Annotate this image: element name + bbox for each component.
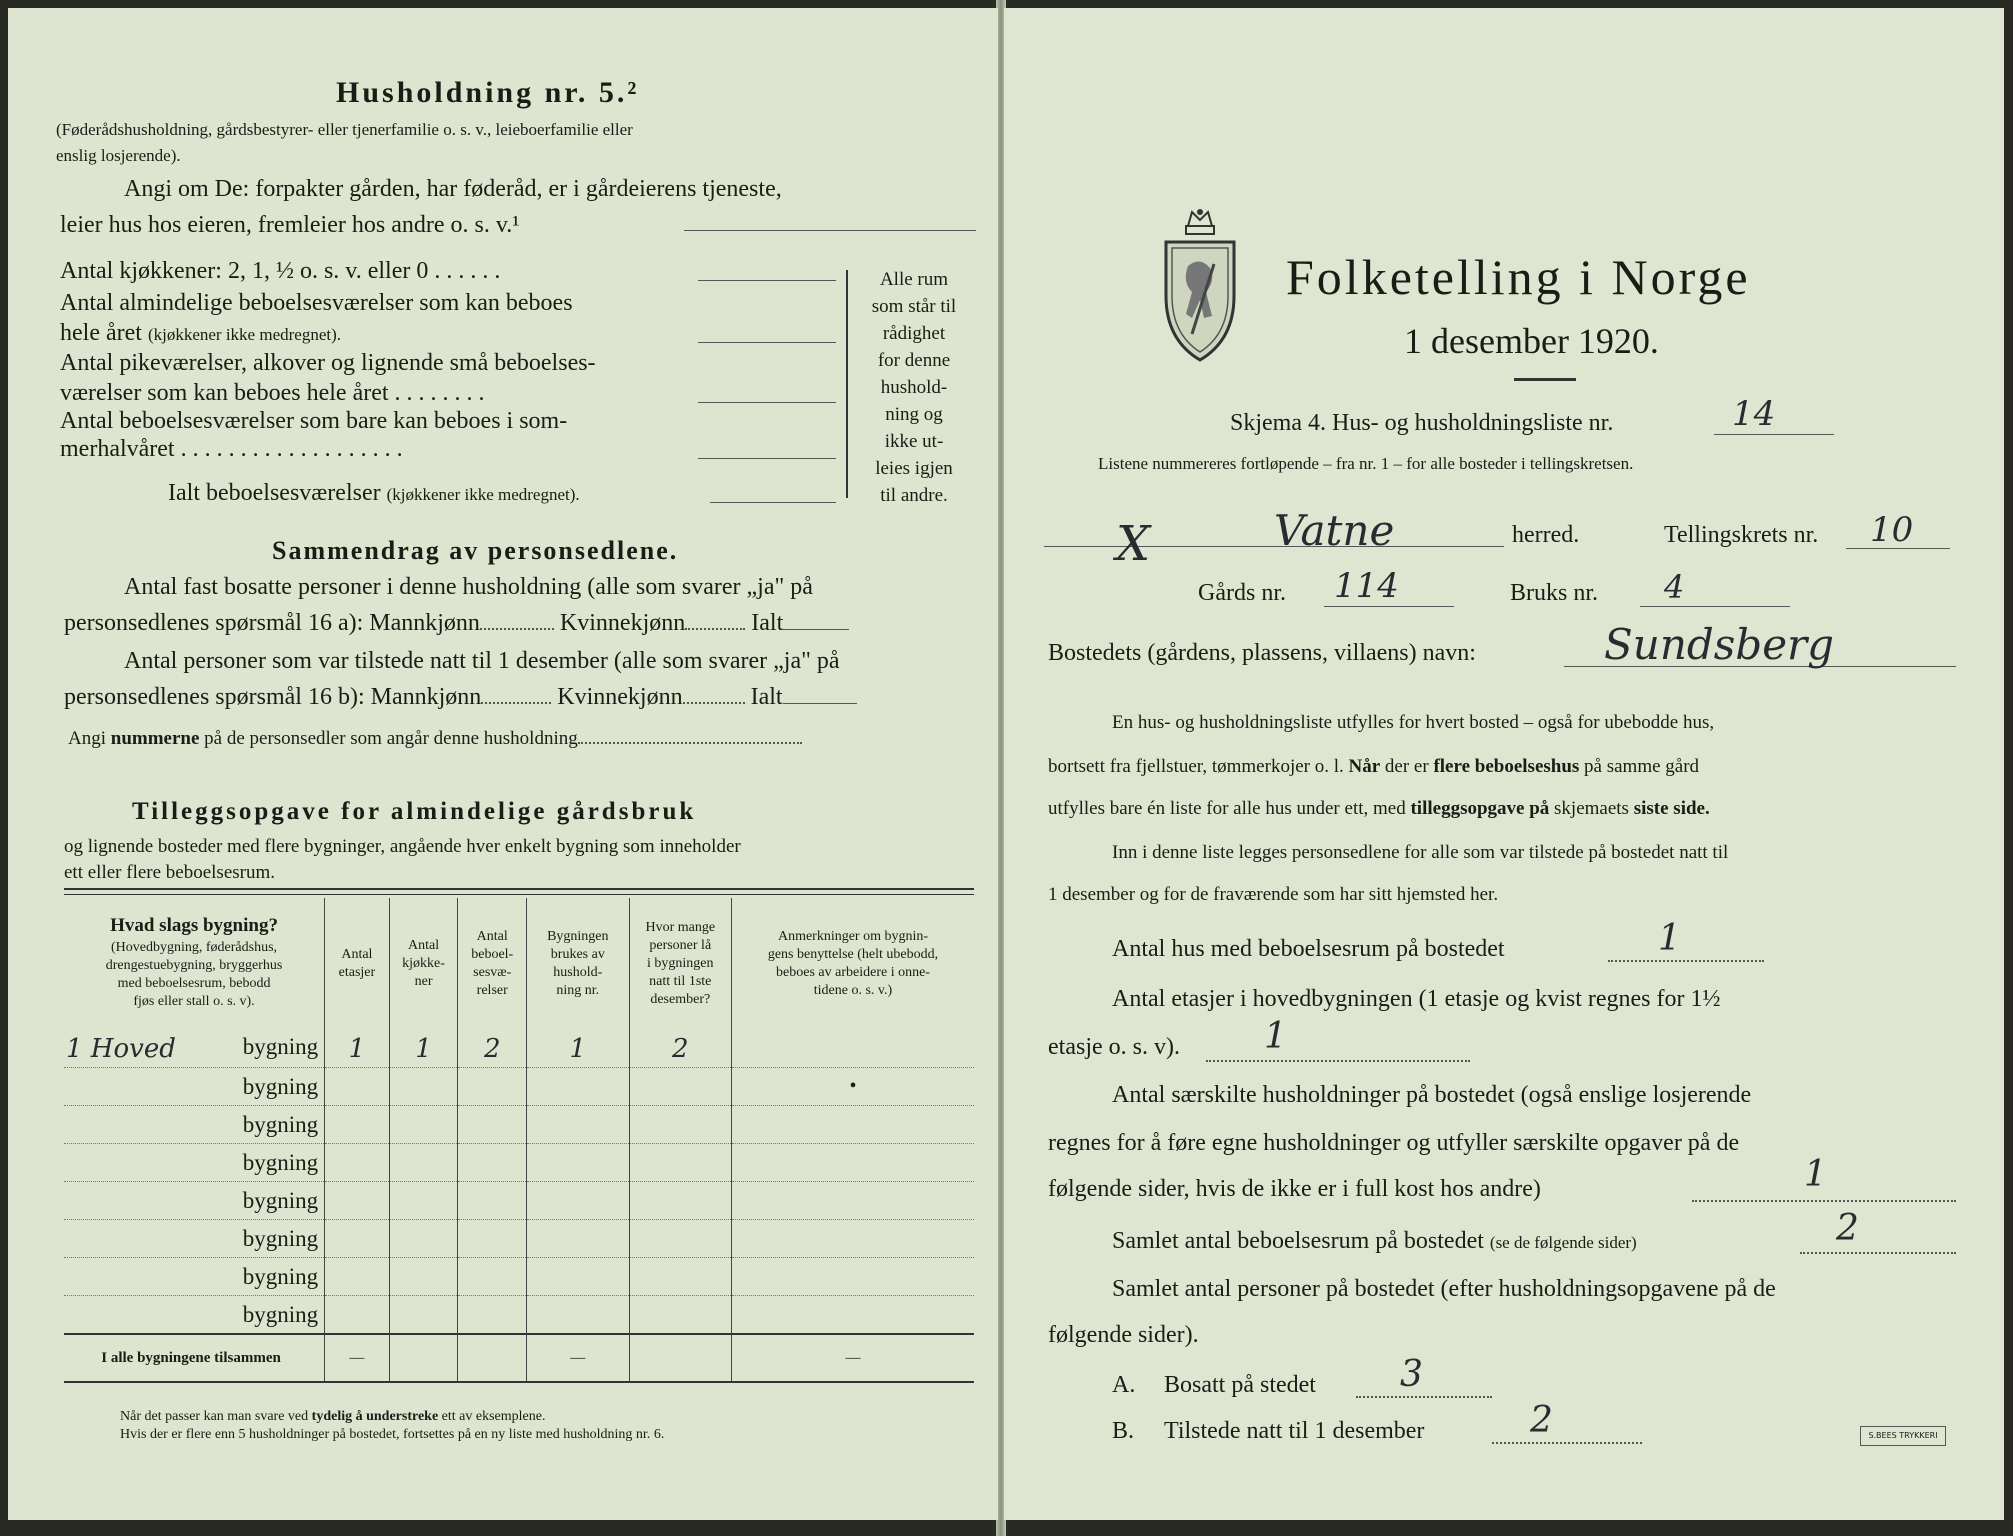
sarsk-label-1: Antal særskilte husholdninger på bostedet (også enslige losjerende (1112, 1082, 1752, 1108)
a-value: 3 (1400, 1354, 1423, 1395)
herred-mark: X (1116, 516, 1151, 572)
side-note-line: til andre. (880, 485, 948, 506)
fast-line-2 (64, 610, 849, 637)
gards-label: Gårds nr. (1198, 580, 1286, 606)
row-label: bygning (64, 1182, 325, 1220)
nummer-b: nummerne (110, 728, 200, 749)
table-total-row (64, 1334, 974, 1382)
row-personer-value: 2 (629, 1030, 731, 1068)
cell (458, 1258, 527, 1296)
ink-dot: • (849, 1075, 857, 1097)
fast-kvinne-field (685, 628, 745, 630)
footnote-1a: Når det passer kan man svare ved (120, 1409, 309, 1424)
cell (629, 1068, 731, 1106)
total-cell (458, 1334, 527, 1382)
col-header-kjokkener (389, 898, 458, 1030)
kjokkener-answer-line (698, 280, 836, 281)
bosted-label: Bostedets (gårdens, plassens, villaens) navn: (1048, 640, 1476, 666)
fast-ialt-label: Ialt (751, 610, 784, 636)
hus-label: Antal hus med beboelsesrum på bostedet (1112, 936, 1505, 962)
cell (629, 1258, 731, 1296)
col-header-line: gens benyttelse (helt ubebodd, (767, 947, 939, 962)
row-label: bygning (64, 1220, 325, 1258)
col-header-type-line: med beboelsesrum, bebodd (117, 976, 271, 991)
sommer-label-1: Antal beboelsesværelser som bare kan beboes i som- (60, 408, 568, 434)
cell (325, 1258, 390, 1296)
col-header-line: relser (476, 983, 508, 998)
samlet-pers-label-2: følgende sider). (1048, 1322, 1199, 1348)
listene-note: Listene nummereres fortløpende – fra nr. 1 – for alle bosteder i tellingskretsen. (1098, 454, 1634, 473)
title-rule (1514, 378, 1576, 381)
col-header-type-title: Hvad slags bygning? (110, 915, 278, 936)
samlet-pers-label-1: Samlet antal personer på bostedet (efter husholdningsopgavene på de (1112, 1276, 1776, 1302)
samlet-rum-value: 2 (1836, 1208, 1859, 1249)
cell (458, 1182, 527, 1220)
col-header-line: personer lå (649, 938, 712, 953)
footnote-2: Hvis der er flere enn 5 husholdninger på bostedet, fortsettes på en ny liste med husholdning nr. 6. (120, 1427, 665, 1442)
para1-line-1: En hus- og husholdningsliste utfylles for hvert bosted – også for ubebodde hus, (1112, 712, 1715, 733)
footnote-1 (120, 1408, 545, 1426)
cell (458, 1296, 527, 1335)
census-title: Folketelling i Norge (1286, 249, 1751, 305)
total-cell (629, 1334, 731, 1382)
row-label: bygning (64, 1106, 325, 1144)
cell (458, 1220, 527, 1258)
col-header-type (64, 898, 325, 1030)
col-header-line: Antal (341, 947, 373, 962)
footnote-1b: tydelig å understreke (311, 1409, 439, 1424)
col-header-line: Bygningen (547, 929, 609, 944)
cell (732, 1296, 975, 1335)
col-header-line: desember? (650, 992, 711, 1007)
table-row (64, 1182, 974, 1220)
cell (732, 1182, 975, 1220)
b-field (1492, 1442, 1642, 1444)
skjema-label: Skjema 4. Hus- og husholdningsliste nr. (1230, 410, 1614, 436)
herred-handwritten: Vatne (1274, 506, 1395, 555)
nummer-a: Angi (68, 728, 106, 749)
para2-line-1: Inn i denne liste legges personsedlene for alle som var tilstede på bostedet natt til (1112, 842, 1729, 863)
row-label: bygning (242, 1033, 319, 1059)
table-top-rule-2 (64, 894, 974, 895)
cell (527, 1106, 629, 1144)
cell (629, 1182, 731, 1220)
cell (325, 1296, 390, 1335)
para1-2e: på samme gård (1584, 756, 1700, 777)
para1-2d: flere beboelseshus (1433, 756, 1580, 777)
angi-answer-line (684, 230, 976, 231)
tellingskrets-label: Tellingskrets nr. (1664, 522, 1819, 548)
bosted-handwritten: Sundsberg (1604, 620, 1835, 669)
hus-value: 1 (1658, 918, 1681, 959)
household-title: Husholdning nr. 5.² (336, 76, 640, 109)
census-date: 1 desember 1920. (1404, 321, 1659, 361)
table-row (64, 1220, 974, 1258)
row-label: bygning (64, 1144, 325, 1182)
col-header-line: beboes av arbeidere i onne- (776, 965, 930, 980)
gards-line (1324, 606, 1454, 607)
tillegg-line-1: og lignende bosteder med flere bygninger, angående hver enkelt bygning som inneholder (64, 836, 741, 857)
para1-2c: der er (1384, 756, 1429, 777)
etasjer-field (1206, 1060, 1470, 1062)
total-husholdning-dash: — (527, 1334, 629, 1382)
side-note-line: ikke ut- (884, 431, 944, 452)
cell (629, 1296, 731, 1335)
col-header-line: etasjer (338, 965, 376, 980)
col-header-line: kjøkke- (402, 956, 445, 971)
skjema-number: 14 (1732, 394, 1776, 434)
left-page (8, 8, 998, 1520)
col-header-personer (629, 898, 731, 1030)
para1-3a: utfylles bare én liste for alle hus under ett, med (1048, 798, 1406, 819)
col-header-type-line: (Hovedbygning, føderådshus, (111, 940, 278, 955)
para1-2a: bortsett fra fjellstuer, tømmerkojer o. l. (1048, 756, 1344, 777)
col-header-type-line: drengestuebygning, bryggerhus (105, 958, 283, 973)
cell (527, 1220, 629, 1258)
col-header-line: brukes av (550, 947, 605, 962)
cell (389, 1258, 458, 1296)
para1-3d: siste side. (1633, 798, 1710, 819)
cell (325, 1106, 390, 1144)
table-row (64, 1030, 974, 1068)
col-header-type-line: fjøs eller stall o. s. v). (133, 994, 255, 1009)
sarsk-field (1692, 1200, 1956, 1202)
alm-label-2-small: (kjøkkener ikke medregnet). (147, 325, 341, 344)
side-note-brace (846, 270, 848, 498)
col-header-line: sesvæ- (473, 965, 512, 980)
col-header-line: Antal (408, 938, 440, 953)
tillegg-line-2: ett eller flere beboelsesrum. (64, 862, 276, 883)
samlet-rum-label: Samlet antal beboelsesrum på bostedet (1112, 1228, 1484, 1254)
fast-kvinne-label: Kvinnekjønn (559, 610, 686, 636)
samlet-rum-small: (se de følgende sider) (1489, 1233, 1637, 1252)
fast-ialt-field (783, 629, 849, 630)
para1-line-2 (1048, 756, 1699, 778)
cell (732, 1258, 975, 1296)
row-vaerelser-value: 2 (458, 1030, 527, 1068)
alm-label-2-wrap (60, 320, 341, 347)
til-kvinne-label: Kvinnekjønn (557, 684, 683, 710)
total-etasjer-dash: — (325, 1334, 390, 1382)
cell (732, 1068, 975, 1106)
side-note (854, 266, 974, 509)
cell (389, 1144, 458, 1182)
total-anmerkning-dash: — (732, 1334, 975, 1382)
til-ialt-field (783, 703, 857, 704)
total-cell (389, 1334, 458, 1382)
para1-3c: skjemaets (1554, 798, 1629, 819)
cell (389, 1106, 458, 1144)
cell (389, 1068, 458, 1106)
sommer-answer-line (698, 458, 836, 459)
cell (389, 1182, 458, 1220)
gards-number: 114 (1334, 566, 1399, 606)
printer-stamp: S.BEES TRYKKERI (1860, 1426, 1946, 1446)
alm-label-1: Antal almindelige beboelsesværelser som kan beboes (60, 290, 573, 316)
table-row (64, 1144, 974, 1182)
cell (527, 1144, 629, 1182)
cell (389, 1220, 458, 1258)
row-anmerkning-cell (732, 1030, 975, 1068)
norway-coat-of-arms-icon (1158, 206, 1242, 371)
total-label: I alle bygningene tilsammen (64, 1334, 325, 1382)
cell (629, 1220, 731, 1258)
cell (732, 1144, 975, 1182)
til-line-1: Antal personer som var tilstede natt til 1 desember (alle som svarer „ja" på (124, 648, 840, 674)
til-line-2 (64, 684, 857, 711)
table-header-row (64, 898, 974, 1030)
row-kjokkener-value: 1 (389, 1030, 458, 1068)
sommer-label-2: merhalvåret . . . . . . . . . . . . . . . . . . . (60, 436, 403, 462)
col-header-line: hushold- (553, 965, 603, 980)
cell (458, 1106, 527, 1144)
etasjer-value: 1 (1264, 1016, 1287, 1057)
fast-mann-field (480, 628, 554, 630)
cell (325, 1220, 390, 1258)
household-subtitle-2: enslig losjerende). (56, 146, 181, 165)
ialt-label: Ialt beboelsesværelser (168, 480, 381, 506)
table-row (64, 1296, 974, 1335)
para2-line-2: 1 desember og for de fraværende som har sitt hjemsted her. (1048, 884, 1499, 905)
b-text: Tilstede natt til 1 desember (1164, 1418, 1425, 1444)
sarsk-value: 1 (1804, 1154, 1827, 1195)
til-ialt-label: Ialt (750, 684, 783, 710)
row-etasjer-value: 1 (325, 1030, 390, 1068)
b-label: B. (1112, 1418, 1135, 1444)
cell (325, 1182, 390, 1220)
fast-mann-label: personsedlenes spørsmål 16 a): Mannkjønn (64, 610, 480, 636)
side-note-line: som står til (871, 296, 957, 317)
etasjer-label-1: Antal etasjer i hovedbygningen (1 etasje og kvist regnes for 1½ (1112, 986, 1721, 1012)
alm-answer-line (698, 342, 836, 343)
kjokkener-label: Antal kjøkkener: 2, 1, ½ o. s. v. eller 0 . . . . . . (60, 258, 501, 284)
cell (527, 1258, 629, 1296)
cell (732, 1106, 975, 1144)
buildings-table (64, 898, 974, 1383)
cell (325, 1068, 390, 1106)
nummer-line (68, 728, 802, 750)
ialt-label-small: (kjøkkener ikke medregnet). (386, 485, 580, 504)
table-row (64, 1258, 974, 1296)
pike-label-1: Antal pikeværelser, alkover og lignende små beboelses- (60, 350, 596, 376)
row-label: bygning (64, 1258, 325, 1296)
cell (629, 1144, 731, 1182)
para1-3b: tilleggsopgave på (1410, 798, 1550, 819)
side-note-line: hushold- (880, 377, 948, 398)
col-header-line: natt til 1ste (649, 974, 712, 989)
til-kvinne-field (683, 702, 745, 704)
col-header-line: Anmerkninger om bygnin- (777, 929, 929, 944)
alm-label-2: hele året (60, 320, 142, 346)
tellingskrets-number: 10 (1870, 510, 1914, 550)
table-row (64, 1106, 974, 1144)
right-page (1004, 8, 2004, 1520)
hus-field (1608, 960, 1764, 962)
col-header-line: beboel- (471, 947, 514, 962)
col-header-line: ner (414, 974, 433, 989)
herred-label: herred. (1512, 522, 1580, 548)
etasjer-label-2: etasje o. s. v). (1048, 1034, 1180, 1060)
cell (527, 1296, 629, 1335)
col-header-husholdning (527, 898, 629, 1030)
row-type-handwritten: 1 Hoved (66, 1033, 176, 1064)
skjema-line (1714, 434, 1834, 435)
ialt-answer-line (710, 502, 836, 503)
a-label: A. (1112, 1372, 1136, 1398)
cell (629, 1106, 731, 1144)
fast-line-1: Antal fast bosatte personer i denne husholdning (alle som svarer „ja" på (124, 574, 813, 600)
footnote-1c: ett av eksemplene. (441, 1409, 546, 1424)
sarsk-label-3: følgende sider, hvis de ikke er i full kost hos andre) (1048, 1176, 1541, 1202)
row-label: bygning (64, 1068, 325, 1106)
tillegg-title: Tilleggsopgave for almindelige gårdsbruk (132, 798, 697, 825)
para1-line-3 (1048, 798, 1710, 820)
row-label: bygning (64, 1296, 325, 1335)
side-note-line: for denne (877, 350, 951, 371)
side-note-line: rådighet (882, 323, 946, 344)
nummer-field (578, 742, 802, 744)
cell (732, 1220, 975, 1258)
col-header-line: Hvor mange (645, 920, 716, 935)
nummer-c: på de personsedler som angår denne husholdning (204, 728, 578, 749)
samlet-rum-field (1800, 1252, 1956, 1254)
pike-answer-line (698, 402, 836, 403)
angi-line-1: Angi om De: forpakter gården, har føderåd, er i gårdeierens tjeneste, (124, 176, 782, 202)
cell (325, 1144, 390, 1182)
bruks-number: 4 (1664, 568, 1685, 606)
bruks-label: Bruks nr. (1510, 580, 1599, 606)
col-header-anmerkninger (732, 898, 975, 1030)
ialt-wrap (168, 480, 580, 507)
bruks-line (1640, 606, 1790, 607)
table-top-rule (64, 888, 974, 890)
cell (527, 1182, 629, 1220)
row-type-cell (64, 1030, 325, 1068)
col-header-line: ning nr. (556, 983, 600, 998)
cell (527, 1068, 629, 1106)
sammendrag-title: Sammendrag av personsedlene. (272, 536, 679, 565)
side-note-line: ning og (885, 404, 943, 425)
til-mann-label: personsedlenes spørsmål 16 b): Mannkjønn (64, 684, 482, 710)
row-husholdning-value: 1 (527, 1030, 629, 1068)
table-row (64, 1068, 974, 1106)
cell (458, 1144, 527, 1182)
a-text: Bosatt på stedet (1164, 1372, 1316, 1398)
side-note-line: leies igjen (875, 458, 953, 479)
a-field (1356, 1396, 1492, 1398)
side-note-line: Alle rum (879, 269, 949, 290)
household-subtitle-1: (Føderådshusholdning, gårdsbestyrer- eller tjenerfamilie o. s. v., leieboerfamilie eller (56, 120, 633, 139)
b-value: 2 (1530, 1400, 1553, 1441)
samlet-rum-line (1112, 1228, 1637, 1255)
cell (389, 1296, 458, 1335)
col-header-etasjer (325, 898, 390, 1030)
para1-2b: Når (1348, 756, 1381, 777)
col-header-line: Antal (476, 929, 508, 944)
til-mann-field (481, 702, 551, 704)
pike-label-2: værelser som kan beboes hele året . . . . . . . . (60, 380, 485, 406)
col-header-line: i bygningen (647, 956, 714, 971)
angi-line-2: leier hus hos eieren, fremleier hos andre o. s. v.¹ (60, 212, 520, 238)
cell (458, 1068, 527, 1106)
sarsk-label-2: regnes for å føre egne husholdninger og utfyller særskilte opgaver på de (1048, 1130, 1740, 1156)
col-header-line: tidene o. s. v.) (813, 983, 893, 998)
col-header-vaerelser (458, 898, 527, 1030)
